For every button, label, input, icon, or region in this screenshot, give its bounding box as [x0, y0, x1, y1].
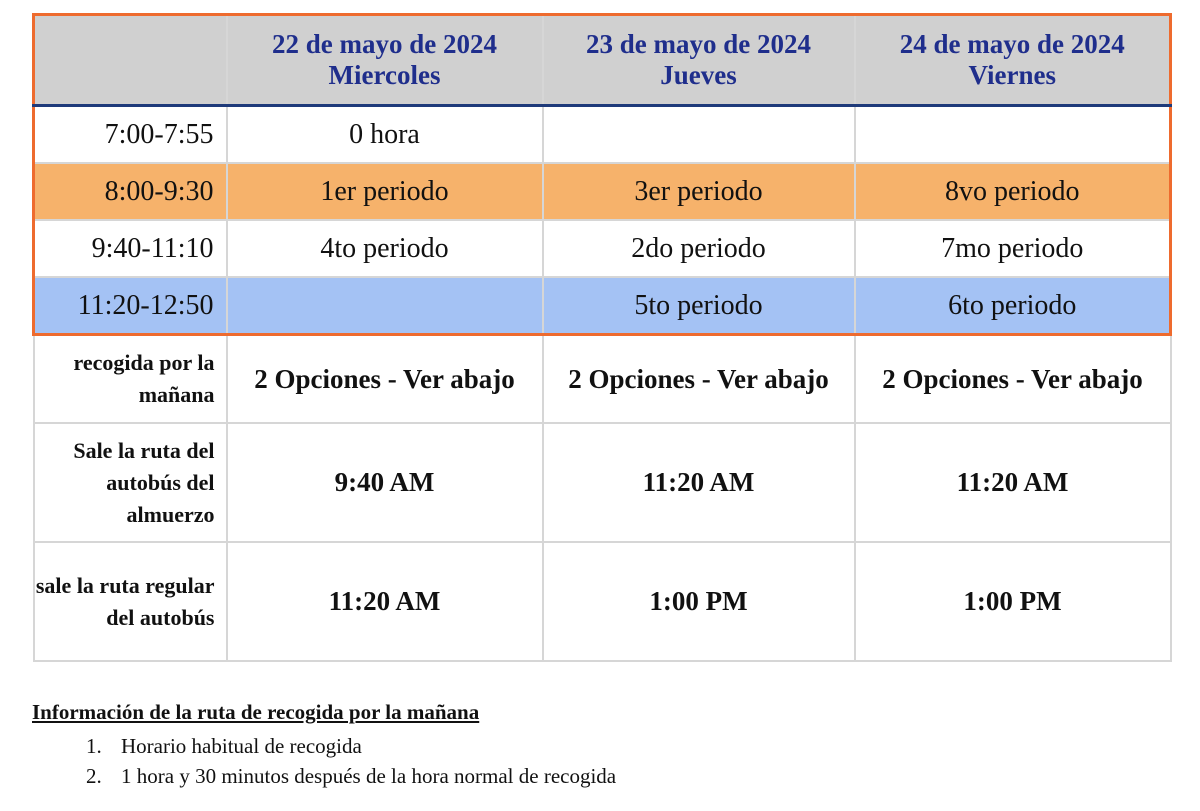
- info-label: Sale la ruta del autobús del almuerzo: [34, 423, 227, 542]
- period-cell: 2do periodo: [543, 220, 855, 277]
- day-date: 22 de mayo de 2024: [272, 29, 497, 59]
- day-date: 23 de mayo de 2024: [586, 29, 811, 59]
- day-weekday: Jueves: [660, 60, 737, 90]
- period-cell: [855, 106, 1171, 164]
- header-row: [34, 15, 1171, 106]
- period-cell: 5to periodo: [543, 277, 855, 335]
- notes-title: Información de la ruta de recogida por la mañana: [32, 700, 480, 724]
- day-weekday: Miercoles: [328, 60, 441, 90]
- period-cell: 0 hora: [227, 106, 543, 164]
- info-row: [34, 335, 1171, 424]
- period-cell: 7mo periodo: [855, 220, 1171, 277]
- day-header-friday: [855, 15, 1171, 106]
- info-label: sale la ruta regular del autobús: [34, 542, 227, 661]
- period-cell: 1er periodo: [227, 163, 543, 220]
- time-slot: 11:20-12:50: [34, 277, 227, 335]
- notes-item: 2. 1 hora y 30 minutos después de la hora normal de recogida: [107, 761, 616, 791]
- notes-item: 1. Horario habitual de recogida: [107, 731, 616, 761]
- day-header-thursday: [543, 15, 855, 106]
- period-cell: 4to periodo: [227, 220, 543, 277]
- day-date: 24 de mayo de 2024: [899, 29, 1125, 59]
- time-slot: 9:40-11:10: [34, 220, 227, 277]
- day-header-wednesday: [227, 15, 543, 106]
- info-cell: 1:00 PM: [855, 542, 1171, 661]
- info-cell: 2 Opciones - Ver abajo: [227, 335, 543, 424]
- period-cell: 3er periodo: [543, 163, 855, 220]
- period-row: [34, 106, 1171, 164]
- period-cell: 8vo periodo: [855, 163, 1171, 220]
- day-weekday: Viernes: [968, 60, 1056, 90]
- period-row: [34, 277, 1171, 335]
- time-slot: 8:00-9:30: [34, 163, 227, 220]
- time-slot: 7:00-7:55: [34, 106, 227, 164]
- info-row: [34, 423, 1171, 542]
- info-cell: 11:20 AM: [855, 423, 1171, 542]
- schedule-table: [32, 13, 1172, 662]
- header-corner-cell: [34, 15, 227, 106]
- period-cell: [543, 106, 855, 164]
- info-cell: 9:40 AM: [227, 423, 543, 542]
- notes-list: [32, 731, 616, 791]
- period-cell: 6to periodo: [855, 277, 1171, 335]
- period-row: [34, 163, 1171, 220]
- info-row: [34, 542, 1171, 661]
- period-row: [34, 220, 1171, 277]
- period-cell: [227, 277, 543, 335]
- info-cell: 11:20 AM: [227, 542, 543, 661]
- info-label: recogida por la mañana: [34, 335, 227, 424]
- pickup-notes: [32, 700, 616, 791]
- info-cell: 1:00 PM: [543, 542, 855, 661]
- info-cell: 2 Opciones - Ver abajo: [855, 335, 1171, 424]
- info-cell: 2 Opciones - Ver abajo: [543, 335, 855, 424]
- info-cell: 11:20 AM: [543, 423, 855, 542]
